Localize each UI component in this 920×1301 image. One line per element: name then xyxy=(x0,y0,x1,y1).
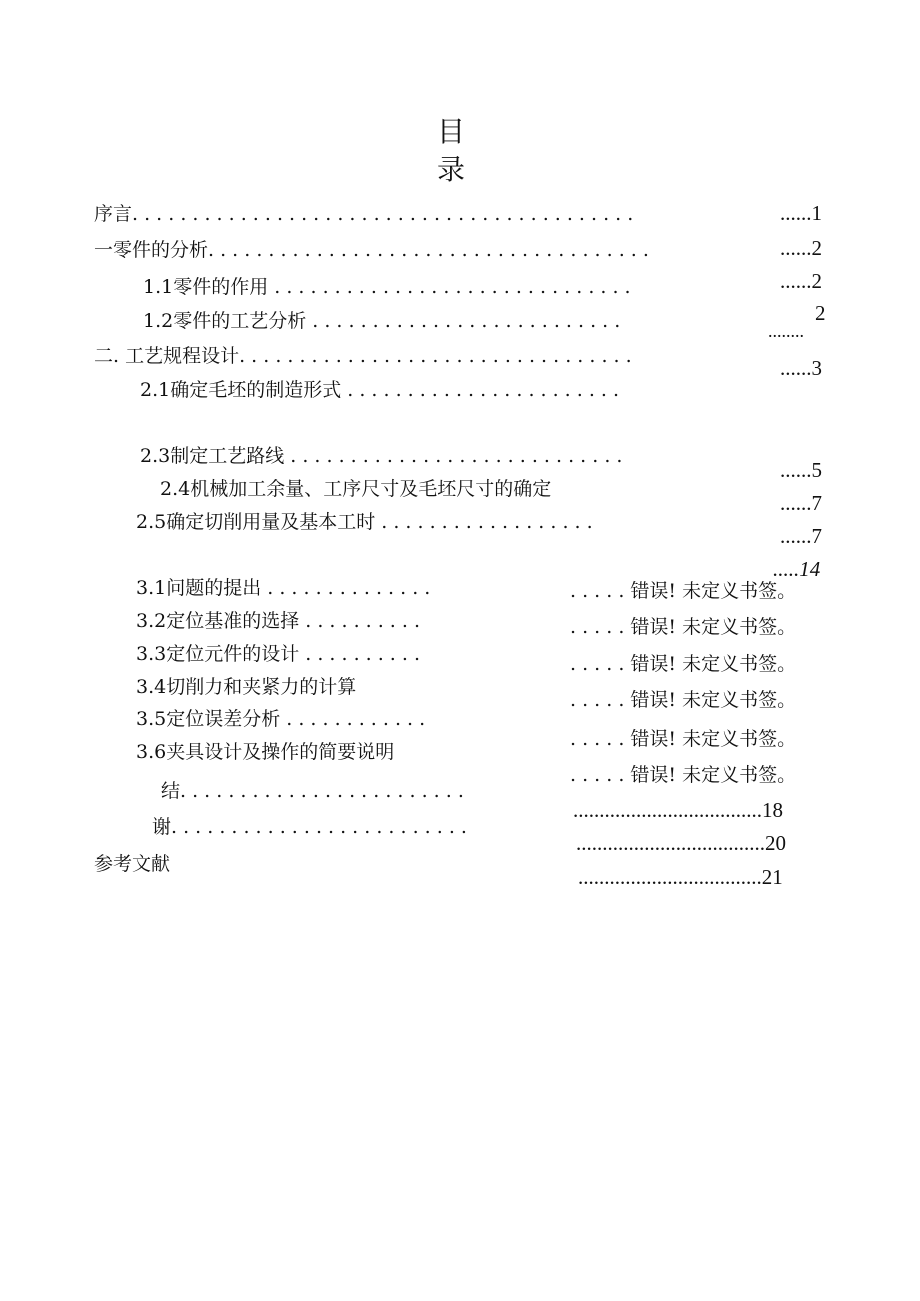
page-number-3: ......2 xyxy=(780,269,822,293)
page-number-21: ...................................21 xyxy=(578,865,783,889)
toc-title-line1: 目 xyxy=(437,115,466,148)
toc-entry-1-1: 1.1零件的作用 . . . . . . . . . . . . . . . . . . . . . . . . . . . . . . xyxy=(143,276,631,298)
toc-entry-acknowledgements: 谢. . . . . . . . . . . . . . . . . . . . . . . . . xyxy=(152,816,467,838)
bookmark-error-3-5: . . . . . 错误! 未定义书签。 xyxy=(570,728,797,750)
toc-title-line2: 录 xyxy=(437,153,466,186)
toc-entry-3-2: 3.2定位基准的选择 . . . . . . . . . . xyxy=(136,610,421,632)
toc-entry-references: 参考文献 xyxy=(94,853,171,875)
bookmark-error-3-3: . . . . . 错误! 未定义书签。 xyxy=(570,653,797,675)
toc-entry-2-5: 2.5确定切削用量及基本工时 . . . . . . . . . . . . . . . . . . xyxy=(136,511,593,533)
page-number-2: ......2 xyxy=(780,236,822,260)
page-number-8: ......7 xyxy=(780,524,822,548)
toc-entry-3-5: 3.5定位误差分析 . . . . . . . . . . . . xyxy=(136,708,426,730)
bookmark-error-3-4: . . . . . 错误! 未定义书签。 xyxy=(570,689,797,711)
page-number-9: .....14 xyxy=(773,557,821,581)
toc-entry-3-1: 3.1问题的提出 . . . . . . . . . . . . . . xyxy=(136,577,431,599)
toc-entry-3-3: 3.3定位元件的设计 . . . . . . . . . . xyxy=(136,643,421,665)
toc-entry-conclusion: 结. . . . . . . . . . . . . . . . . . . . . . . . xyxy=(161,780,464,802)
bookmark-error-3-1: . . . . . 错误! 未定义书签。 xyxy=(570,580,797,602)
page-number-7: ......7 xyxy=(780,491,822,515)
page-number-6: ......5 xyxy=(780,458,822,482)
toc-entry-2-3: 2.3制定工艺路线 . . . . . . . . . . . . . . . . . . . . . . . . . . . . xyxy=(140,445,623,467)
toc-entry-2-4: 2.4机械加工余量、工序尺寸及毛坯尺寸的确定 xyxy=(160,478,552,500)
toc-entry-3-4: 3.4切削力和夹紧力的计算 xyxy=(136,676,357,698)
page-number-4: 2 xyxy=(815,301,826,325)
bookmark-error-3-6: . . . . . 错误! 未定义书签。 xyxy=(570,764,797,786)
page-number-5: ......3 xyxy=(780,356,822,380)
toc-entry-preface: 序言. . . . . . . . . . . . . . . . . . . . . . . . . . . . . . . . . . . . . . . . . . xyxy=(94,203,634,225)
bookmark-error-3-2: . . . . . 错误! 未定义书签。 xyxy=(570,616,797,638)
toc-entry-3-6: 3.6夹具设计及操作的简要说明 xyxy=(136,741,395,763)
page-number-1: ......1 xyxy=(780,201,822,225)
toc-entry-1-2: 1.2零件的工艺分析 . . . . . . . . . . . . . . . . . . . . . . . . . . xyxy=(143,310,621,332)
toc-entry-process-design: 二. 工艺规程设计. . . . . . . . . . . . . . . . . . . . . . . . . . . . . . . . . xyxy=(94,345,632,367)
page-number-20: ....................................20 xyxy=(576,831,786,855)
toc-entry-2-1: 2.1确定毛坯的制造形式 . . . . . . . . . . . . . . . . . . . . . . . xyxy=(140,379,620,401)
toc-entry-part-analysis: 一零件的分析. . . . . . . . . . . . . . . . . . . . . . . . . . . . . . . . . . . . . xyxy=(94,239,649,261)
page-number-4-leader: ........ xyxy=(768,321,804,341)
page-number-18: ....................................18 xyxy=(573,798,783,822)
